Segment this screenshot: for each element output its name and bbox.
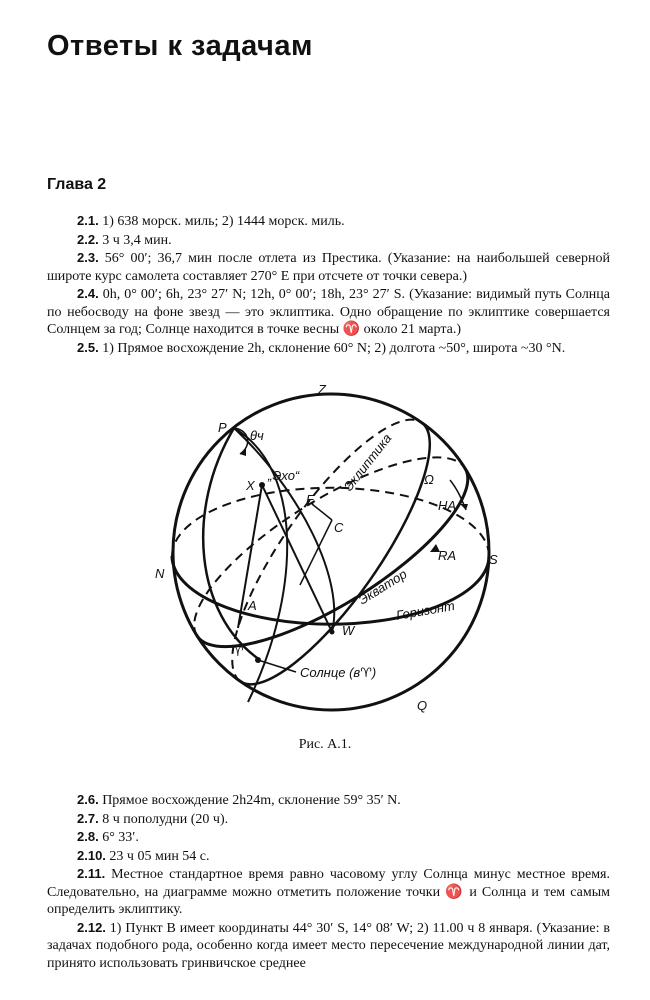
answer-2-6: 2.6. Прямое восхождение 2h24m, склонение 59° 35′ N.: [77, 792, 401, 808]
answer-2-8: 2.8. 6° 33′.: [77, 829, 139, 845]
answer-2-10: 2.10. 23 ч 05 мин 54 с.: [77, 847, 210, 864]
chapter-heading: Глава 2: [47, 176, 107, 193]
label-ha: HA: [438, 498, 457, 513]
e-to-c-line: [312, 504, 332, 520]
label-ra: RA: [438, 548, 457, 563]
label-aries: ♈: [232, 644, 244, 659]
answer-2-11: 2.11. Местное стандартное время равно часовому углу Солнца минус местное время. Следовательно, на диаграмме можно отметить положение точки ♈ и Солнца и тем самым определить эклиптику.: [47, 866, 610, 917]
answers-top: [47, 212, 610, 357]
answer-2-3: 2.3. 56° 00′; 36,7 мин после отлета из Престика. (Указание: на наибольшей северной широте курс самолета составляет 270° E при отсчете от точки севера.): [47, 250, 610, 284]
label-x: X: [246, 478, 255, 493]
theta-arrow: [240, 448, 246, 456]
answer-2-12: 2.12. 1) Пункт B имеет координаты 44° 30′ S, 14° 08′ W; 2) 11.00 ч 8 января. (Указание: в задачах подобного рода, особенно когда имеет место пересечение международной линии дат, принято использовать гринвичское среднее: [47, 919, 610, 971]
figure-caption: Рис. А.1.: [298, 737, 352, 752]
answer-2-1: 2.1. 1) 638 морск. миль; 2) 1444 морск. миль.: [77, 213, 345, 229]
label-s: S: [489, 552, 498, 567]
label-e: E: [306, 492, 315, 507]
point-aries: [255, 657, 261, 663]
label-echo: „Эхо“: [268, 468, 300, 483]
answer-2-2: 2.2. 3 ч 3,4 мин.: [77, 231, 172, 248]
label-sun: Солнце (в♈): [300, 665, 377, 680]
label-horizon: Горизонт: [394, 597, 456, 623]
label-c: C: [334, 520, 344, 535]
label-equator: Экватор: [355, 566, 410, 608]
label-n: N: [155, 566, 165, 581]
label-ecliptic: Эклиптика: [340, 430, 395, 494]
label-theta: θч: [250, 428, 264, 443]
label-p: P: [218, 420, 227, 435]
label-w: W: [342, 623, 355, 638]
celestial-sphere-diagram: [0, 380, 650, 732]
answer-2-4: 2.4. 0h, 0° 00′; 6h, 23° 27′ N; 12h, 0° 00′; 18h, 23° 27′ S. (Указание: видимый путь Солнца по небосводу на фоне звезд — это эклиптика. Одно обращение по эклиптике совершается Солнцем за год; Солнце находится в точке весны ♈ около 21 марта.): [47, 286, 610, 337]
label-z: Z: [318, 382, 326, 397]
label-omega: Ω: [424, 472, 434, 487]
ha-arrow: [460, 504, 468, 510]
c-line: [300, 520, 332, 585]
label-a: A: [248, 598, 257, 613]
label-q: Q: [417, 698, 428, 713]
point-w: [330, 630, 335, 635]
answer-2-7: 2.7. 8 ч пополудни (20 ч).: [77, 810, 229, 827]
point-x: [259, 482, 265, 488]
page-title: Ответы к задачам: [47, 30, 313, 62]
answers-bottom: [47, 791, 610, 972]
answer-2-5: 2.5. 1) Прямое восхождение 2h, склонение 60° N; 2) долгота ~50°, широта ~30 °N.: [77, 339, 566, 356]
